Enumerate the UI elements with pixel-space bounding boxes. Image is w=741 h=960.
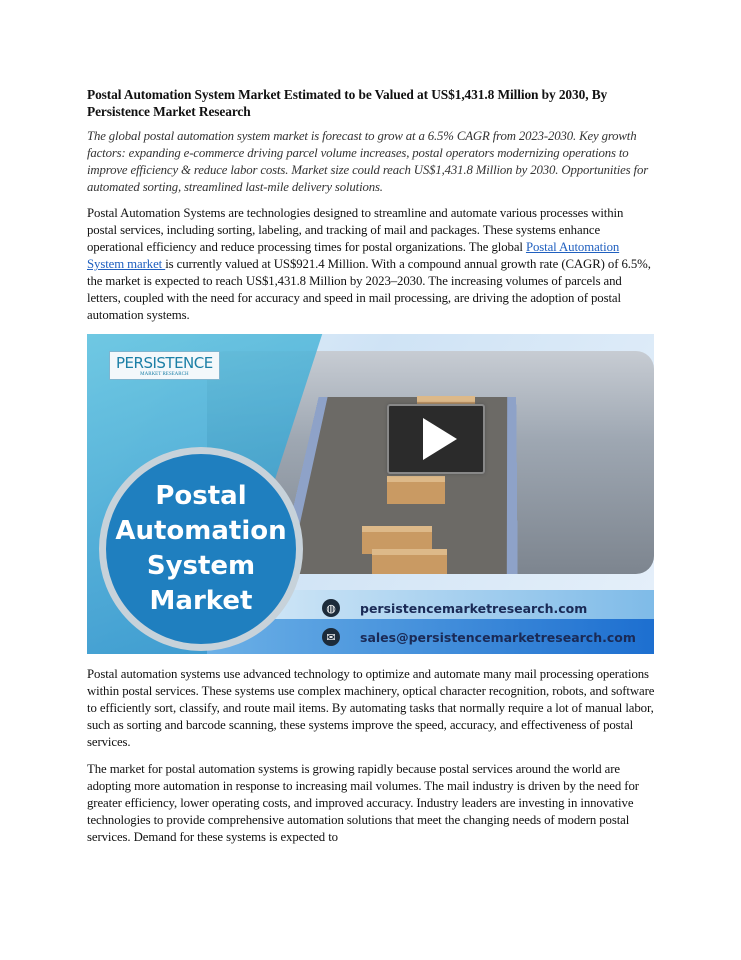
body-paragraph-2: Postal automation systems use advanced technology to optimize and automate many mail processing operations within postal services. These systems use complex machinery, optical character recognition, robots, and software to efficiently sort, classify, and route mail items. By automating tasks that normally require a lot of manual labor, such as sorting and barcode scanning, these systems improve the speed, accuracy, and effectiveness of postal services. [87, 667, 655, 749]
persistence-logo: PERSISTENCE MARKET RESEARCH [109, 351, 220, 380]
email-row: ✉ sales@persistencemarketresearch.com [207, 619, 654, 654]
mail-icon: ✉ [322, 628, 340, 646]
play-icon [423, 418, 457, 460]
website-row: ◍ persistencemarketresearch.com [207, 590, 654, 626]
document-title: Postal Automation System Market Estimated to be Valued at US$1,431.8 Million by 2030, By Persistence Market Research [87, 87, 608, 119]
market-banner-image [87, 334, 654, 654]
parcel-box [387, 476, 445, 504]
summary-paragraph: The global postal automation system market is forecast to grow at a 6.5% CAGR from 2023-2030. Key growth factors: expanding e-commerce driving parcel volume increases, postal operators modernizing operations to improve efficiency & reduce labor costs. Market size could reach US$1,431.8 Million by 2030. Opportunities for automated sorting, streamlined last-mile delivery solutions. [87, 129, 649, 194]
intro-paragraph [87, 205, 655, 324]
intro-text-after: is currently valued at US$921.4 Million. With a compound annual growth rate (CAGR) of 6.5%, the market is expected to reach US$1,431.8 Million by 2023–2030. The increasing volumes of parcels and letters, coupled with the need for accuracy and speed in mail processing, are driving the adoption of postal automation systems. [87, 257, 651, 322]
play-button[interactable] [387, 404, 485, 474]
banner-heading-circle: Postal Automation System Market [99, 447, 303, 651]
body-paragraph-3: The market for postal automation systems is growing rapidly because postal services around the world are adopting more automation in response to increasing mail volumes. The mail industry is driven by the need for greater efficiency, lower operating costs, and improved accuracy. Industry leaders are investing in innovative technologies to provide comprehensive automation solutions that meet the changing needs of modern postal services. Demand for these systems is expected to [87, 762, 639, 844]
market-link[interactable]: Postal Automation System market [87, 240, 620, 271]
globe-icon: ◍ [322, 599, 340, 617]
intro-text-before: Postal Automation Systems are technologies designed to streamline and automate various processes within postal services, including sorting, labeling, and tracking of mail and packages. These systems enhance operational efficiency and reduce processing times for postal organizations. The global [87, 206, 624, 254]
parcel-box [372, 549, 447, 574]
document-page [87, 86, 655, 856]
